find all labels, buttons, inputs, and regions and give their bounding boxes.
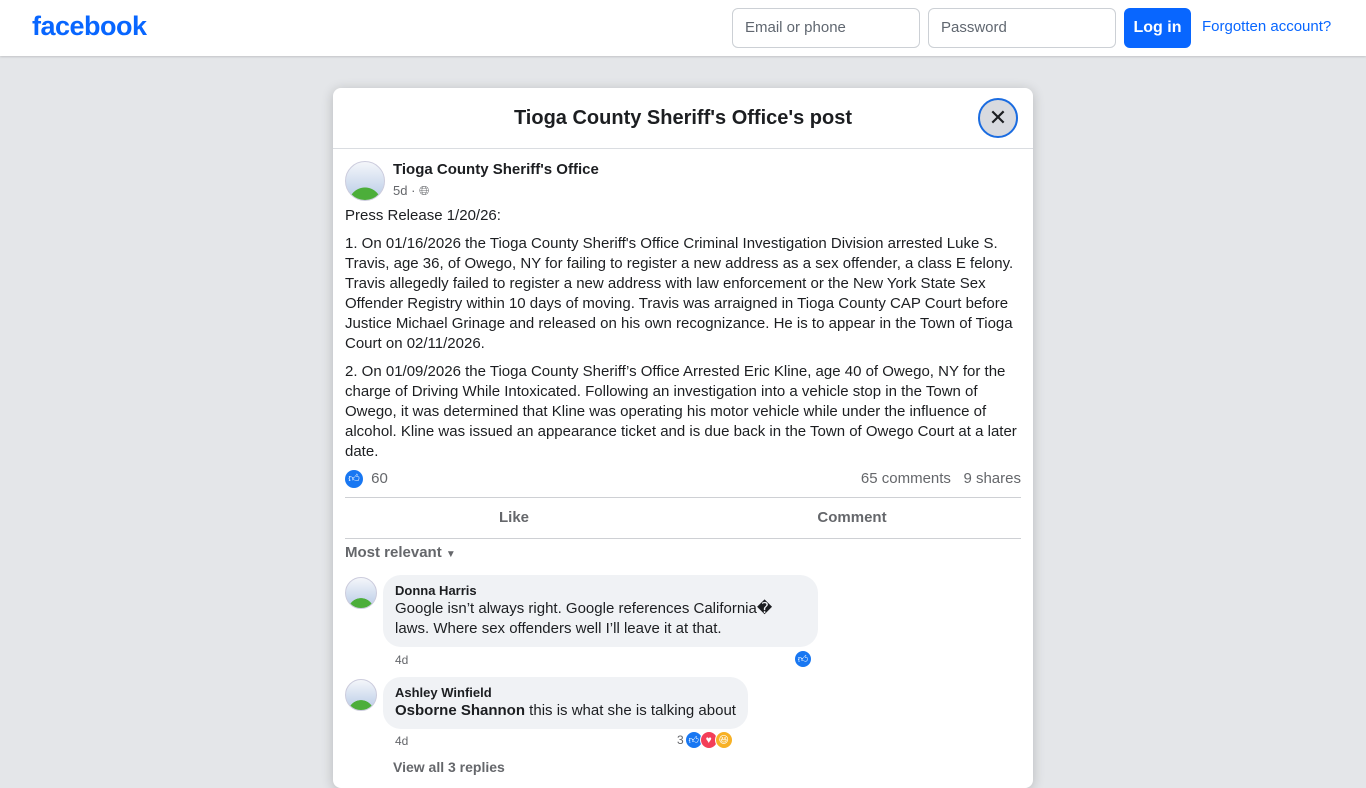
post-body [345, 206, 1021, 470]
top-bar [0, 0, 1366, 56]
love-reaction-icon: ♥ [700, 731, 718, 749]
comment-reactions[interactable] [677, 731, 733, 749]
email-input[interactable]: Email or phone [732, 8, 920, 48]
comment-text-body: this is what she is talking about [525, 702, 736, 719]
like-reaction-icon: 👍︎ [685, 731, 703, 749]
post-paragraph: 2. On 01/09/2026 the Tioga County Sheriff’s Office Arrested Eric Kline, age 40 of Owego, NY for the charge of Driving While Intoxicated. Following an investigation into a vehicle stop in the Town of Owego, it was determined that Kline was operating his motor vehicle while under the influence of alcohol. Kline was issued an appearance ticket and is due back in the Town of Owego Court at a later date. [345, 363, 1017, 460]
like-button[interactable]: Like [498, 509, 529, 526]
commenter-name[interactable]: Ashley Winfield [395, 685, 492, 700]
like-reaction-icon: 👍︎ [345, 470, 363, 488]
facebook-logo[interactable]: facebook [32, 11, 147, 41]
comment-text: Google isn’t always right. Google references California� laws. Where sex offenders well I’ll leave it at that. [395, 600, 773, 637]
forgot-account-link[interactable]: Forgotten account? [1202, 18, 1332, 35]
post-paragraph: Press Release 1/20/26: [345, 207, 501, 224]
close-button[interactable]: ✕ [978, 98, 1018, 138]
post-stats [345, 470, 1021, 490]
comment-bubble [383, 575, 818, 647]
post-time[interactable]: 5d [393, 183, 408, 198]
comment-text [395, 701, 736, 721]
like-reaction-icon: 👍︎ [794, 650, 812, 668]
comment-time[interactable]: 4d [395, 734, 409, 748]
comment-button[interactable]: Comment [817, 509, 887, 526]
sort-label: Most relevant [345, 544, 442, 561]
comments-count[interactable]: 65 comments [860, 470, 951, 487]
comment-sort-dropdown[interactable] [345, 544, 456, 561]
post-paragraph: 1. On 01/16/2026 the Tioga County Sheriff's Office Criminal Investigation Division arrested Luke S. Travis, age 36, of Owego, NY for failing to register a new address as a sex offender, a class E felony. Travis allegedly failed to register a new address with law enforcement or the New York State Sex Offender Registry within 10 days of moving. Travis was arraigned in Tioga County CAP Court before Justice Michael Grinage and released on his own recognizance. He is to appear in the Town of Tioga Court on 02/11/2026. [345, 235, 1014, 352]
commenter-name[interactable]: Donna Harris [395, 583, 477, 598]
commenter-avatar[interactable] [345, 679, 377, 711]
author-avatar[interactable] [345, 161, 385, 201]
caret-down-icon: ▼ [445, 549, 456, 560]
comment-reactions[interactable] [797, 650, 812, 668]
dialog-title: Tioga County Sheriff's Office's post [333, 88, 1033, 149]
post-meta: 5d · 🌐︎ [393, 183, 430, 198]
post-author[interactable]: Tioga County Sheriff's Office [393, 161, 599, 178]
reaction-count: 3 [677, 733, 684, 747]
like-count[interactable]: 60 [371, 470, 388, 487]
post-actions [345, 497, 1021, 539]
haha-reaction-icon: 😆︎ [715, 731, 733, 749]
shares-count[interactable]: 9 shares [963, 470, 1021, 487]
login-button[interactable]: Log in [1124, 8, 1191, 48]
view-replies-link[interactable]: View all 3 replies [393, 759, 505, 775]
post-dialog [333, 88, 1033, 788]
comment-bubble [383, 677, 748, 729]
commenter-avatar[interactable] [345, 577, 377, 609]
password-input[interactable]: Password [928, 8, 1116, 48]
globe-icon: 🌐︎ [419, 183, 430, 198]
mention-link[interactable]: Osborne Shannon [395, 702, 526, 719]
comment-time[interactable]: 4d [395, 653, 409, 667]
